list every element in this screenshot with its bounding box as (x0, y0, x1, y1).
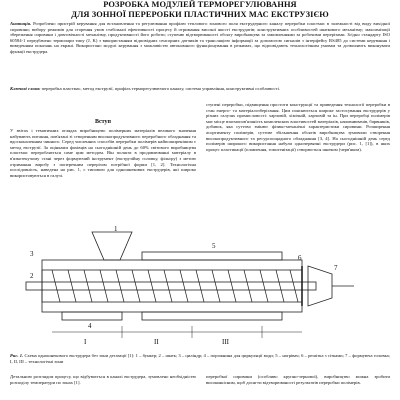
zone-label-2: II (154, 338, 159, 346)
left-column (10, 118, 196, 178)
abstract (10, 21, 390, 55)
zone-label-3: III (222, 338, 229, 346)
left-column-text: У звітах і тематичних оглядах виробництво полімерних матеріалів великого значення набувають питання, пов'язані зі створенням високопродуктивного переробного обладнання та вдосконаленням чинного. Серед численних способів переробки полімерів найпоширенішим є метод екструзії. За оцінками фахівців на сьогоднішній день до 60% світового виробництва пластмас переробляється саме цим методом. Він полягає в продавлюванні матеріалу в в'язкотекучому стані через формуючий інструмент (екструзійну головку, фільєру) з метою отримання виробу з поперечним перерізом потрібної форми [1, 2]. Технологічна послідовність, наведена на рис. 1, є типовою для одношнекових екструдерів, які широко використовуються в галузі. (10, 128, 196, 178)
heater-top (142, 252, 282, 260)
figure-caption (10, 353, 390, 364)
keywords-label: Ключові слова: (10, 86, 41, 91)
right-column-text: ступені переробки, підвищення простоти конструкції та приведення технології переробки в стан енерго- та матеріалозберігання. Цим пояснюється широке застосування екструдерів у різних галузях промисловості: харчовій, хімічній, харчовій та ін. При переробці полімерів має місце взаємопов'язаність комплексних властивостей матеріалів, наповнювачів, барвників, добавок, яка суттєво змінює фізико-механічні характеристики сировини. Розширення асортименту полімерів, суттєве збільшення обсягів виробництва зумовили створення високопродуктивного та ресурсоощадного обладнання [3, 4]. На сьогоднішній день серед полімерів широкого використання набули одночервячні екструдери (рис. 1, [1]), в яких процес пластикації (плавлення, гомогенізації) створюється шнеком (черв'яком). (206, 102, 390, 152)
label-6: 6 (298, 254, 302, 262)
die-head (308, 266, 332, 306)
barrel-outline (42, 260, 302, 312)
abstract-label: Анотація. (10, 21, 32, 26)
barrel-channel (42, 270, 302, 302)
screw-shaft (26, 282, 316, 290)
label-1: 1 (114, 226, 118, 233)
abstract-text: Розроблено пристрій керування для встановлення та регулювання профілю теплового зонового поля екструдерного каналу переробки пластмас в залежності від виду вихідної сировини; вибору режимів для сторення умов стабільної ефективності процесу й отримання високої якості екструдатів; конструктивних особливостей шнекового механізму; максимізації збереження сировини і довговічності механізму, продуктивності його роботи; ступеню відтворюваності обсягу виробництва за замовленнями за робочими перерізами. Згідно стандарту ISO 60584-1 передбачено термопари типу (J, K) з використанням відповідних сенсорних датчиків та трансляцією інформації за допомогою сигналів з інтерфейсу RS485 до системи керування і виведенням показань на екрані. Використано модулі керування з можливістю автономного функціонування в режимах, що відповідають технологічним умовам та дозволяють виконувати функції екструдера. (10, 21, 390, 54)
screw-flights (52, 270, 298, 302)
title-line-1: РОЗРОБКА МОДУЛЕЙ ТЕРМОРЕГУЛЮВАННЯ (103, 0, 297, 9)
intro-heading: Вступ (95, 119, 111, 125)
label-5: 5 (212, 242, 216, 250)
hopper-shape (92, 232, 132, 260)
bottom-left-text: Детальною розглядом процесу, що відбувається в каналі екструдера, зумовлено необхідністю розподілу температури по зонах [1]. (10, 374, 196, 385)
extruder-figure (22, 226, 382, 348)
cooling-jacket (62, 312, 122, 320)
keywords-text: переробка пластмас, метод екструзії, профіль терморегулюючого каналу, система управління, конструктивні особливості. (41, 86, 281, 91)
zone-label-1: I (84, 338, 87, 346)
heater-bottom (142, 312, 282, 320)
caption-label: Рис. 1. (10, 353, 24, 358)
label-2: 2 (30, 272, 34, 280)
label-3: 3 (30, 250, 34, 258)
bottom-right-text: переробкої сировини (особливо крупно-зернової), виробництво можна зробити високоякісним, щоб досягти відтворюваності результатів переробки полімерів. (206, 374, 390, 385)
keywords (10, 86, 390, 92)
title-line-2: ДЛЯ ЗОННОЇ ПЕРЕРОБКИ ПЛАСТИЧНИХ МАС ЕКСТРУЗІЄЮ (71, 9, 329, 19)
label-7: 7 (334, 264, 338, 272)
right-column (206, 102, 390, 152)
paper-title (0, 0, 400, 19)
label-4: 4 (88, 322, 92, 330)
caption-text: Схема одношнекового екструдера без зони дегазації [1]: 1 – бункер; 2 – шнек; 3 – циліндр; 4 – порожнина для циркуляції води; 5 – нагрівач; 6 – решітка з сітками; 7 – формуюча головка; I, II, III – технологічні зони (10, 353, 390, 364)
